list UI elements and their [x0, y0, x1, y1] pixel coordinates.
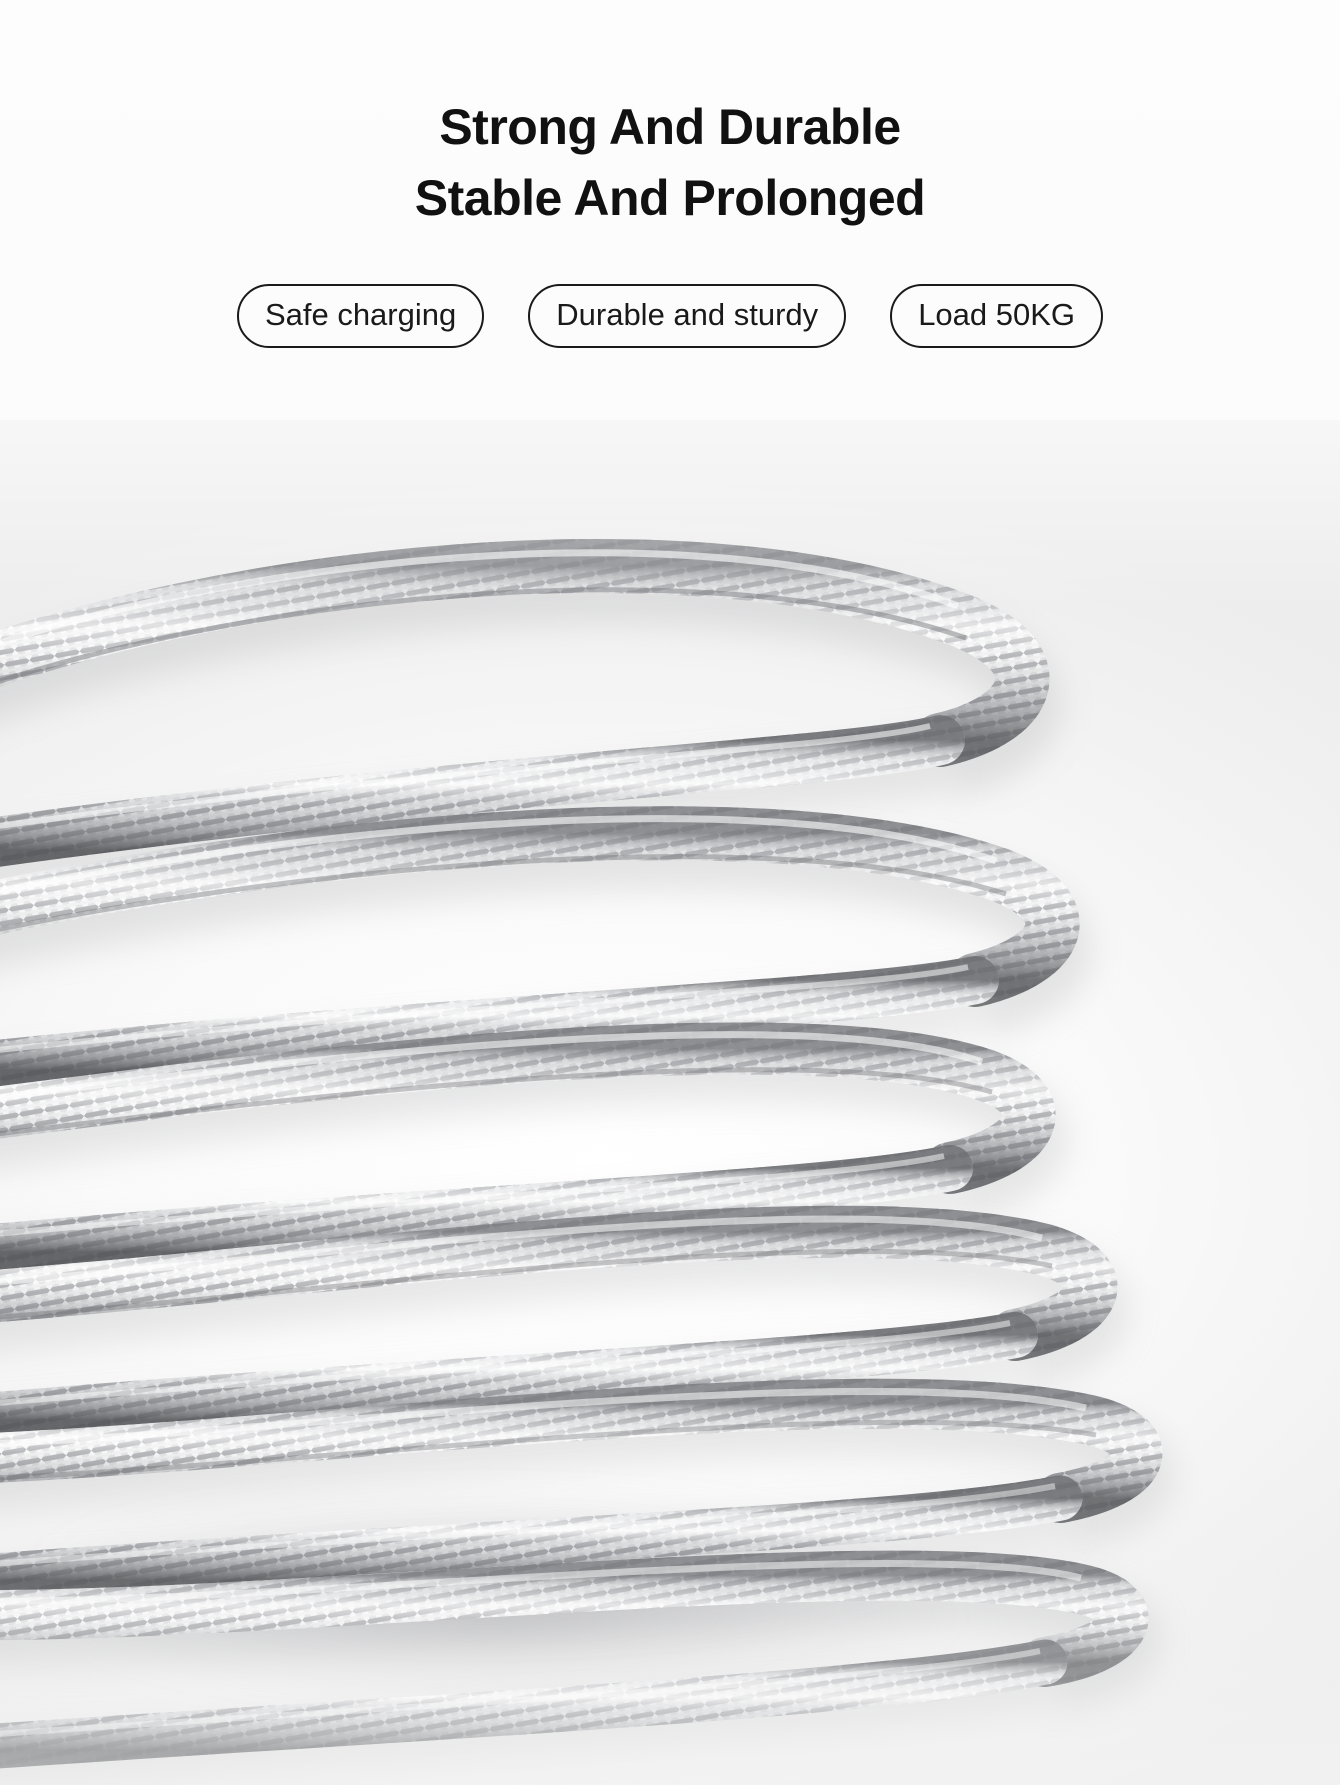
feature-pill-safe-charging: Safe charging [237, 284, 484, 348]
page-title [0, 92, 1340, 234]
cable-loop-6-return [0, 1651, 1051, 1768]
product-photo [0, 420, 1340, 1785]
feature-pill-durable: Durable and sturdy [528, 284, 846, 348]
feature-pill-group [0, 284, 1340, 348]
headline-line-2: Stable And Prolonged [414, 170, 926, 226]
feature-pill-load: Load 50KG [890, 284, 1103, 348]
headline-line-1: Strong And Durable [439, 99, 901, 155]
cable-coil-illustration [0, 420, 1340, 1785]
